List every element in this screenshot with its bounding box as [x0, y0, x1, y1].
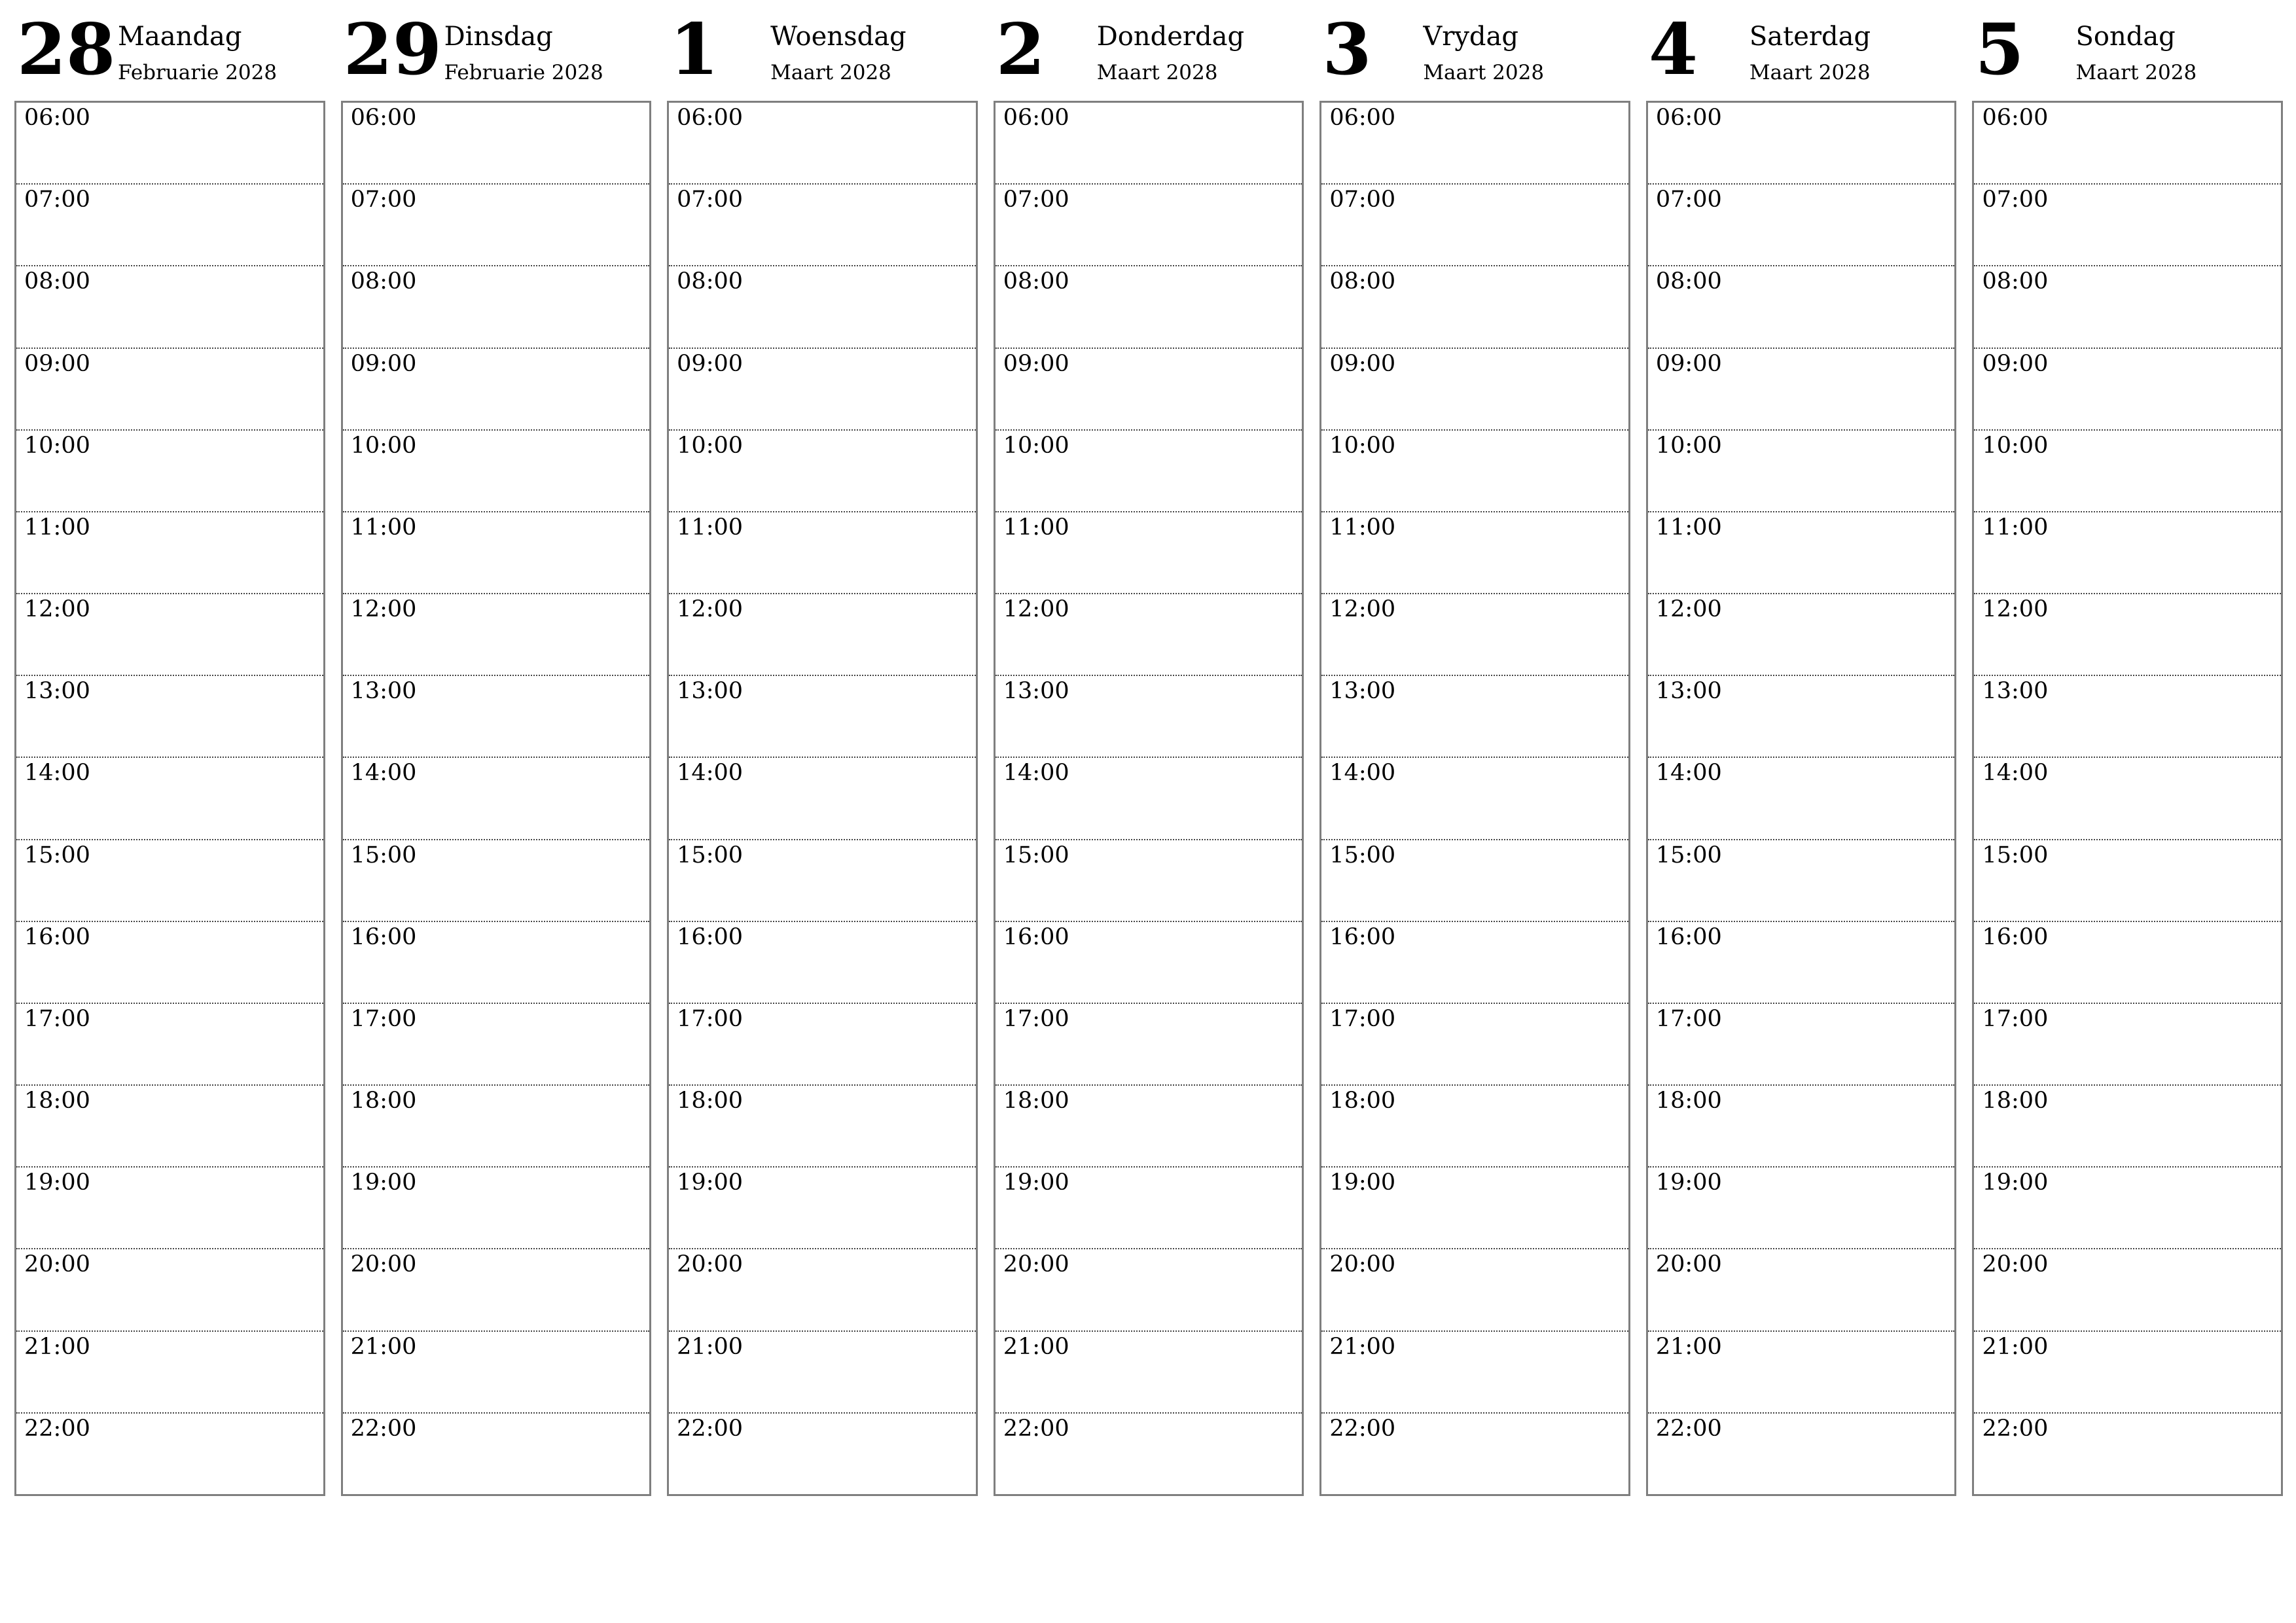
time-slot-label: 07:00 [350, 187, 417, 213]
time-slot[interactable] [1321, 1414, 1628, 1494]
day-column [994, 0, 1304, 1499]
time-slot-label: 08:00 [1655, 268, 1722, 295]
time-slot-label: 20:00 [1003, 1251, 1069, 1278]
time-slot[interactable] [1321, 103, 1628, 185]
time-slot[interactable] [996, 185, 1302, 266]
time-slot-label: 15:00 [1329, 842, 1396, 868]
time-slot-label: 12:00 [24, 596, 90, 623]
day-number: 1 [670, 9, 719, 91]
time-slot[interactable] [996, 266, 1302, 348]
time-slot-label: 13:00 [1655, 678, 1722, 705]
time-slot[interactable] [1321, 594, 1628, 676]
time-slot-label: 08:00 [677, 268, 744, 295]
time-slot[interactable] [996, 1004, 1302, 1086]
day-schedule [994, 101, 1304, 1496]
time-slot[interactable] [16, 431, 323, 512]
time-slot-label: 15:00 [677, 842, 744, 868]
time-slot-label: 07:00 [1655, 187, 1722, 213]
time-slot-label: 17:00 [1003, 1005, 1069, 1032]
time-slot[interactable] [669, 1086, 976, 1168]
time-slot-label: 06:00 [1655, 105, 1722, 131]
day-header [1972, 0, 2283, 101]
time-slot[interactable] [16, 1086, 323, 1168]
time-slot-label: 19:00 [24, 1169, 90, 1196]
time-slot[interactable] [343, 1332, 650, 1414]
time-slot-label: 18:00 [1655, 1088, 1722, 1115]
day-month: Februarie 2028 [118, 61, 278, 84]
time-slot[interactable] [16, 266, 323, 348]
time-slot-label: 10:00 [1982, 432, 2049, 459]
time-slot[interactable] [1321, 1004, 1628, 1086]
time-slot[interactable] [1648, 1086, 1955, 1168]
time-slot-label: 22:00 [1655, 1415, 1722, 1442]
day-schedule [14, 101, 325, 1496]
time-slot-label: 15:00 [350, 842, 417, 868]
time-slot-label: 15:00 [24, 842, 90, 868]
time-slot[interactable] [1648, 922, 1955, 1004]
time-slot-label: 08:00 [1982, 268, 2049, 295]
time-slot-label: 12:00 [1003, 596, 1069, 623]
time-slot-label: 17:00 [677, 1005, 744, 1032]
time-slot[interactable] [343, 922, 650, 1004]
time-slot-label: 21:00 [1655, 1333, 1722, 1360]
time-slot-label: 14:00 [350, 760, 417, 787]
time-slot[interactable] [343, 758, 650, 840]
time-slot-label: 15:00 [1982, 842, 2049, 868]
day-schedule [667, 101, 978, 1496]
time-slot[interactable] [1648, 1332, 1955, 1414]
time-slot-label: 10:00 [677, 432, 744, 459]
time-slot[interactable] [996, 1249, 1302, 1331]
time-slot[interactable] [996, 103, 1302, 185]
time-slot[interactable] [1974, 758, 2281, 840]
time-slot[interactable] [343, 594, 650, 676]
time-slot-label: 06:00 [677, 105, 744, 131]
time-slot-label: 06:00 [1982, 105, 2049, 131]
time-slot-label: 14:00 [1982, 760, 2049, 787]
time-slot-label: 18:00 [24, 1088, 90, 1115]
time-slot[interactable] [996, 1332, 1302, 1414]
time-slot[interactable] [16, 922, 323, 1004]
time-slot-label: 22:00 [677, 1415, 744, 1442]
time-slot[interactable] [343, 185, 650, 266]
day-name: Vrydag [1423, 22, 1518, 52]
time-slot[interactable] [1648, 758, 1955, 840]
day-column [14, 0, 325, 1499]
day-month: Maart 2028 [1096, 61, 1218, 84]
time-slot-label: 13:00 [1982, 678, 2049, 705]
time-slot-label: 20:00 [24, 1251, 90, 1278]
time-slot-label: 08:00 [350, 268, 417, 295]
day-header [994, 0, 1304, 101]
day-header [341, 0, 652, 101]
day-header [14, 0, 325, 101]
time-slot[interactable] [1648, 185, 1955, 266]
time-slot[interactable] [1648, 512, 1955, 594]
time-slot[interactable] [1974, 1086, 2281, 1168]
time-slot-label: 15:00 [1003, 842, 1069, 868]
time-slot[interactable] [1648, 1414, 1955, 1494]
time-slot-label: 13:00 [1003, 678, 1069, 705]
time-slot-label: 08:00 [1003, 268, 1069, 295]
time-slot-label: 09:00 [1003, 350, 1069, 377]
time-slot-label: 14:00 [677, 760, 744, 787]
time-slot[interactable] [1321, 185, 1628, 266]
time-slot-label: 18:00 [1329, 1088, 1396, 1115]
time-slot[interactable] [1974, 431, 2281, 512]
time-slot-label: 13:00 [1329, 678, 1396, 705]
day-column [1646, 0, 1957, 1499]
time-slot[interactable] [16, 1414, 323, 1494]
time-slot[interactable] [1321, 1332, 1628, 1414]
time-slot-label: 19:00 [1003, 1169, 1069, 1196]
time-slot[interactable] [996, 512, 1302, 594]
time-slot-label: 16:00 [1003, 923, 1069, 950]
day-number: 29 [343, 9, 442, 91]
time-slot-label: 10:00 [1003, 432, 1069, 459]
time-slot-label: 09:00 [1982, 350, 2049, 377]
time-slot[interactable] [1974, 349, 2281, 431]
time-slot[interactable] [996, 1086, 1302, 1168]
day-schedule [1319, 101, 1630, 1496]
time-slot[interactable] [669, 1249, 976, 1331]
time-slot[interactable] [1648, 594, 1955, 676]
time-slot-label: 06:00 [24, 105, 90, 131]
time-slot[interactable] [1648, 349, 1955, 431]
day-column [341, 0, 652, 1499]
time-slot-label: 17:00 [1329, 1005, 1396, 1032]
time-slot[interactable] [16, 103, 323, 185]
time-slot-label: 12:00 [1655, 596, 1722, 623]
time-slot[interactable] [1974, 1332, 2281, 1414]
time-slot[interactable] [16, 512, 323, 594]
time-slot-label: 20:00 [1329, 1251, 1396, 1278]
time-slot-label: 07:00 [1003, 187, 1069, 213]
day-name: Saterdag [1749, 22, 1871, 52]
time-slot[interactable] [1321, 758, 1628, 840]
day-number: 4 [1648, 9, 1698, 91]
time-slot[interactable] [996, 758, 1302, 840]
time-slot[interactable] [669, 676, 976, 758]
day-name: Donderdag [1096, 22, 1245, 52]
time-slot-label: 14:00 [24, 760, 90, 787]
time-slot-label: 12:00 [1982, 596, 2049, 623]
time-slot-label: 07:00 [24, 187, 90, 213]
time-slot[interactable] [1321, 512, 1628, 594]
time-slot-label: 09:00 [350, 350, 417, 377]
time-slot-label: 21:00 [677, 1333, 744, 1360]
time-slot[interactable] [1974, 1249, 2281, 1331]
time-slot-label: 22:00 [24, 1415, 90, 1442]
time-slot-label: 20:00 [350, 1251, 417, 1278]
time-slot-label: 21:00 [1329, 1333, 1396, 1360]
time-slot[interactable] [669, 1168, 976, 1249]
time-slot[interactable] [343, 266, 650, 348]
day-name: Maandag [118, 22, 242, 52]
time-slot[interactable] [343, 1414, 650, 1494]
time-slot-label: 11:00 [1003, 514, 1069, 541]
day-schedule [1646, 101, 1957, 1496]
time-slot-label: 11:00 [24, 514, 90, 541]
day-number: 3 [1322, 9, 1372, 91]
day-name: Dinsdag [444, 22, 553, 52]
time-slot-label: 20:00 [677, 1251, 744, 1278]
time-slot[interactable] [343, 1249, 650, 1331]
time-slot[interactable] [669, 1414, 976, 1494]
time-slot[interactable] [669, 758, 976, 840]
time-slot[interactable] [669, 266, 976, 348]
time-slot-label: 19:00 [677, 1169, 744, 1196]
time-slot-label: 21:00 [1003, 1333, 1069, 1360]
day-column [1319, 0, 1630, 1499]
day-header [667, 0, 978, 101]
time-slot[interactable] [1321, 922, 1628, 1004]
weekly-planner [14, 0, 2283, 1499]
time-slot-label: 18:00 [677, 1088, 744, 1115]
time-slot[interactable] [1974, 840, 2281, 922]
time-slot-label: 20:00 [1982, 1251, 2049, 1278]
time-slot[interactable] [1648, 1249, 1955, 1331]
time-slot[interactable] [343, 103, 650, 185]
time-slot[interactable] [343, 1086, 650, 1168]
time-slot-label: 17:00 [1982, 1005, 2049, 1032]
time-slot[interactable] [16, 1332, 323, 1414]
time-slot-label: 11:00 [1655, 514, 1722, 541]
day-month: Maart 2028 [1423, 61, 1545, 84]
time-slot-label: 13:00 [677, 678, 744, 705]
time-slot-label: 06:00 [1329, 105, 1396, 131]
time-slot-label: 16:00 [1655, 923, 1722, 950]
day-header [1646, 0, 1957, 101]
time-slot[interactable] [1321, 1086, 1628, 1168]
time-slot[interactable] [669, 922, 976, 1004]
time-slot[interactable] [1974, 1168, 2281, 1249]
time-slot[interactable] [1648, 431, 1955, 512]
day-number: 28 [17, 9, 116, 91]
time-slot[interactable] [1321, 349, 1628, 431]
day-month: Maart 2028 [1749, 61, 1871, 84]
time-slot[interactable] [1648, 103, 1955, 185]
time-slot[interactable] [1974, 594, 2281, 676]
day-name: Woensdag [770, 22, 906, 52]
time-slot[interactable] [1974, 1414, 2281, 1494]
time-slot-label: 07:00 [1329, 187, 1396, 213]
time-slot[interactable] [996, 922, 1302, 1004]
time-slot[interactable] [669, 185, 976, 266]
time-slot-label: 06:00 [1003, 105, 1069, 131]
time-slot[interactable] [16, 676, 323, 758]
time-slot-label: 13:00 [350, 678, 417, 705]
time-slot-label: 14:00 [1329, 760, 1396, 787]
time-slot-label: 22:00 [1982, 1415, 2049, 1442]
time-slot-label: 21:00 [350, 1333, 417, 1360]
time-slot[interactable] [343, 512, 650, 594]
day-column [667, 0, 978, 1499]
time-slot-label: 16:00 [677, 923, 744, 950]
time-slot[interactable] [1321, 431, 1628, 512]
time-slot[interactable] [1974, 676, 2281, 758]
time-slot[interactable] [1974, 512, 2281, 594]
time-slot-label: 09:00 [677, 350, 744, 377]
time-slot[interactable] [669, 512, 976, 594]
time-slot[interactable] [343, 1004, 650, 1086]
time-slot[interactable] [343, 1168, 650, 1249]
time-slot[interactable] [669, 594, 976, 676]
time-slot-label: 21:00 [24, 1333, 90, 1360]
time-slot[interactable] [1974, 266, 2281, 348]
day-name: Sondag [2075, 22, 2176, 52]
time-slot-label: 11:00 [1982, 514, 2049, 541]
time-slot-label: 07:00 [677, 187, 744, 213]
time-slot[interactable] [996, 1168, 1302, 1249]
time-slot-label: 10:00 [350, 432, 417, 459]
time-slot-label: 16:00 [1982, 923, 2049, 950]
time-slot-label: 09:00 [24, 350, 90, 377]
time-slot-label: 08:00 [1329, 268, 1396, 295]
time-slot[interactable] [16, 1004, 323, 1086]
time-slot-label: 18:00 [1003, 1088, 1069, 1115]
time-slot-label: 19:00 [1655, 1169, 1722, 1196]
time-slot[interactable] [669, 1332, 976, 1414]
time-slot[interactable] [996, 349, 1302, 431]
time-slot[interactable] [16, 185, 323, 266]
time-slot-label: 15:00 [1655, 842, 1722, 868]
time-slot[interactable] [996, 676, 1302, 758]
day-header [1319, 0, 1630, 101]
time-slot-label: 09:00 [1655, 350, 1722, 377]
time-slot[interactable] [669, 349, 976, 431]
time-slot-label: 17:00 [1655, 1005, 1722, 1032]
time-slot-label: 12:00 [677, 596, 744, 623]
time-slot[interactable] [1321, 266, 1628, 348]
time-slot-label: 10:00 [24, 432, 90, 459]
time-slot[interactable] [669, 431, 976, 512]
time-slot-label: 19:00 [1329, 1169, 1396, 1196]
time-slot-label: 20:00 [1655, 1251, 1722, 1278]
time-slot[interactable] [343, 676, 650, 758]
time-slot-label: 09:00 [1329, 350, 1396, 377]
time-slot[interactable] [996, 594, 1302, 676]
time-slot[interactable] [343, 840, 650, 922]
time-slot[interactable] [16, 1168, 323, 1249]
time-slot-label: 10:00 [1655, 432, 1722, 459]
time-slot[interactable] [1321, 676, 1628, 758]
time-slot-label: 21:00 [1982, 1333, 2049, 1360]
time-slot[interactable] [1648, 840, 1955, 922]
time-slot-label: 16:00 [24, 923, 90, 950]
time-slot[interactable] [16, 840, 323, 922]
day-number: 5 [1975, 9, 2024, 91]
time-slot[interactable] [1974, 185, 2281, 266]
time-slot-label: 13:00 [24, 678, 90, 705]
time-slot-label: 19:00 [1982, 1169, 2049, 1196]
time-slot-label: 22:00 [1329, 1415, 1396, 1442]
time-slot[interactable] [1974, 1004, 2281, 1086]
time-slot[interactable] [1321, 840, 1628, 922]
time-slot[interactable] [16, 594, 323, 676]
time-slot[interactable] [1648, 266, 1955, 348]
time-slot[interactable] [669, 1004, 976, 1086]
day-schedule [1972, 101, 2283, 1496]
time-slot-label: 17:00 [24, 1005, 90, 1032]
time-slot-label: 12:00 [350, 596, 417, 623]
time-slot-label: 14:00 [1003, 760, 1069, 787]
day-month: Maart 2028 [770, 61, 891, 84]
time-slot-label: 22:00 [1003, 1415, 1069, 1442]
time-slot-label: 06:00 [350, 105, 417, 131]
time-slot-label: 08:00 [24, 268, 90, 295]
day-schedule [341, 101, 652, 1496]
time-slot[interactable] [343, 431, 650, 512]
time-slot-label: 22:00 [350, 1415, 417, 1442]
time-slot-label: 12:00 [1329, 596, 1396, 623]
time-slot-label: 17:00 [350, 1005, 417, 1032]
time-slot-label: 07:00 [1982, 187, 2049, 213]
day-month: Februarie 2028 [444, 61, 603, 84]
time-slot[interactable] [16, 758, 323, 840]
time-slot[interactable] [16, 1249, 323, 1331]
time-slot[interactable] [996, 1414, 1302, 1494]
time-slot-label: 18:00 [350, 1088, 417, 1115]
time-slot[interactable] [1648, 676, 1955, 758]
day-month: Maart 2028 [2075, 61, 2197, 84]
time-slot-label: 16:00 [1329, 923, 1396, 950]
time-slot-label: 10:00 [1329, 432, 1396, 459]
time-slot[interactable] [343, 349, 650, 431]
time-slot-label: 11:00 [677, 514, 744, 541]
time-slot[interactable] [996, 840, 1302, 922]
time-slot[interactable] [1974, 922, 2281, 1004]
time-slot[interactable] [1648, 1168, 1955, 1249]
time-slot-label: 11:00 [1329, 514, 1396, 541]
time-slot[interactable] [1648, 1004, 1955, 1086]
time-slot-label: 16:00 [350, 923, 417, 950]
time-slot[interactable] [1321, 1168, 1628, 1249]
time-slot-label: 18:00 [1982, 1088, 2049, 1115]
day-column [1972, 0, 2283, 1499]
day-number: 2 [996, 9, 1045, 91]
time-slot-label: 14:00 [1655, 760, 1722, 787]
time-slot[interactable] [669, 840, 976, 922]
time-slot[interactable] [996, 431, 1302, 512]
time-slot[interactable] [16, 349, 323, 431]
time-slot[interactable] [1974, 103, 2281, 185]
time-slot-label: 11:00 [350, 514, 417, 541]
time-slot[interactable] [1321, 1249, 1628, 1331]
time-slot-label: 19:00 [350, 1169, 417, 1196]
time-slot[interactable] [669, 103, 976, 185]
